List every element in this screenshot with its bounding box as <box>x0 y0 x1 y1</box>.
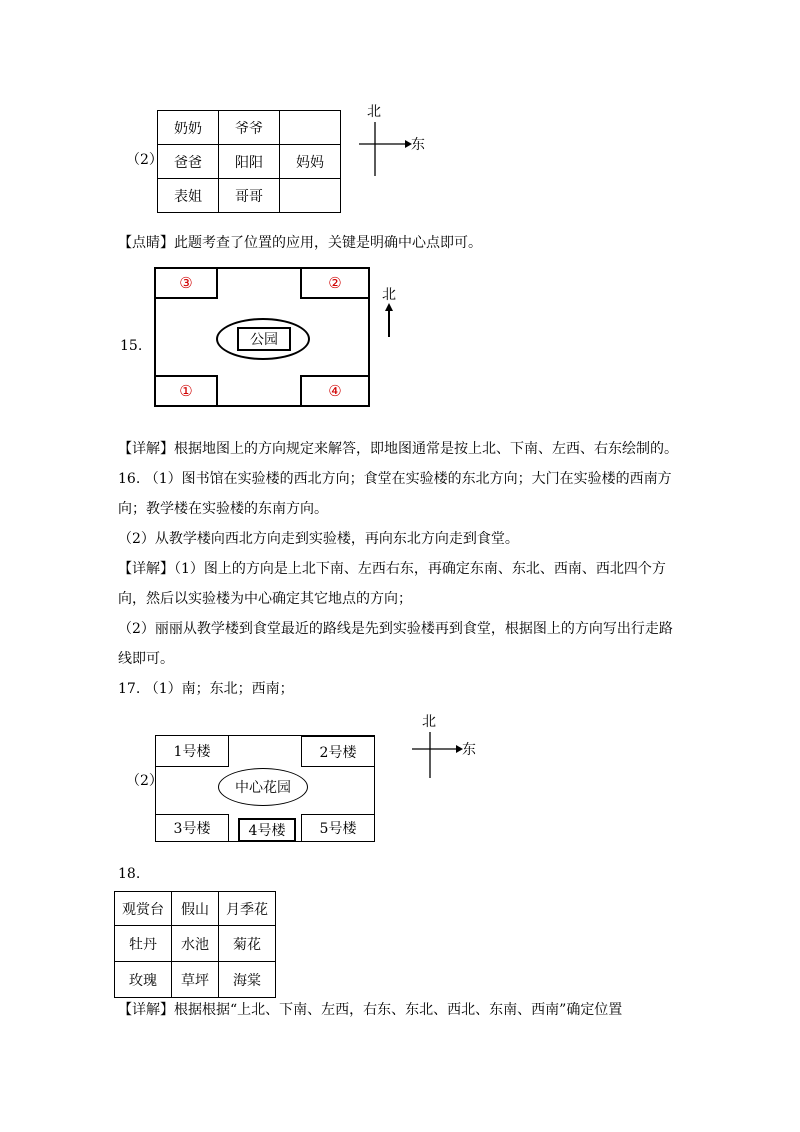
q15-detail: 【详解】根据地图上的方向规定来解答，即地图通常是按上北、下南、左西、右东绘制的。 <box>118 441 678 457</box>
q15-map <box>154 267 370 407</box>
grid-cell: 菊花 <box>219 926 276 962</box>
grid-cell: 假山 <box>172 892 219 926</box>
building-3 <box>155 814 229 842</box>
grid-cell: 爸爸 <box>158 145 219 179</box>
q18-number: 18. <box>118 866 141 882</box>
grid-cell: 观赏台 <box>115 892 172 926</box>
map-corner-bottom-right <box>300 375 370 407</box>
grid-cell: 妈妈 <box>280 145 341 179</box>
grid-cell: 月季花 <box>219 892 276 926</box>
q18-position-grid <box>114 891 276 998</box>
q14-tip: 【点睛】此题考查了位置的应用，关键是明确中心点即可。 <box>118 235 482 251</box>
grid-cell: 阳阳 <box>219 145 280 179</box>
q16-detail1: 【详解】（1）图上的方向是上北下南、左西右东，再确定东南、东北、西南、西北四个方 <box>118 561 666 577</box>
building-5 <box>301 814 375 842</box>
north-label: 北 <box>422 714 436 730</box>
grid-cell: 牡丹 <box>115 926 172 962</box>
compass <box>410 710 490 780</box>
building-4-label: 4号楼 <box>248 823 286 839</box>
north-label: 北 <box>367 104 381 120</box>
q17-line1: 17. （1）南；东北；西南； <box>118 681 294 697</box>
grid-cell: 水池 <box>172 926 219 962</box>
q15-number: 15. <box>120 338 143 354</box>
q16-line3: （2）从教学楼向西北方向走到实验楼，再向东北方向走到食堂。 <box>118 531 519 547</box>
east-label: 东 <box>411 137 425 153</box>
grid-cell: 草坪 <box>172 962 219 998</box>
park-label-box <box>237 327 291 351</box>
q17-map <box>155 735 375 842</box>
building-5-label: 5号楼 <box>319 821 357 837</box>
q16-detail3: （2）丽丽从教学楼到食堂最近的路线是先到实验楼再到食堂，根据图上的方向写出行走路 <box>118 621 673 637</box>
central-garden <box>218 768 308 806</box>
compass <box>355 100 435 180</box>
map-corner-top-left <box>154 267 218 299</box>
marker-3: ③ <box>179 274 193 292</box>
building-2 <box>301 735 375 767</box>
grid-cell: 爷爷 <box>219 111 280 145</box>
building-2-label: 2号楼 <box>319 744 357 761</box>
north-arrow <box>378 285 408 340</box>
grid-cell: 奶奶 <box>158 111 219 145</box>
central-garden-label: 中心花园 <box>235 780 291 796</box>
grid-cell: 海棠 <box>219 962 276 998</box>
q16-line2: 向；教学楼在实验楼的东南方向。 <box>118 501 328 517</box>
marker-2: ② <box>328 274 342 292</box>
grid-cell: 玫瑰 <box>115 962 172 998</box>
park-label: 公园 <box>250 332 278 348</box>
north-arrow-icon <box>378 303 408 339</box>
q16-detail4: 线即可。 <box>118 651 174 667</box>
map-corner-top-right <box>300 267 370 299</box>
q16-detail2: 向，然后以实验楼为中心确定其它地点的方向； <box>118 591 412 607</box>
grid-cell: 表姐 <box>158 179 219 213</box>
building-1-label: 1号楼 <box>173 744 211 760</box>
east-label: 东 <box>462 742 476 758</box>
q16-line1: 16. （1）图书馆在实验楼的西北方向；食堂在实验楼的东北方向；大门在实验楼的西南方 <box>118 471 672 487</box>
grid-cell <box>280 179 341 213</box>
building-4 <box>238 818 296 842</box>
q14-position-grid <box>157 110 341 213</box>
north-label: 北 <box>382 287 396 303</box>
building-1 <box>155 735 229 767</box>
grid-cell: 哥哥 <box>219 179 280 213</box>
grid-cell <box>280 111 341 145</box>
map-corner-bottom-left <box>154 375 218 407</box>
marker-1: ① <box>179 382 193 400</box>
building-3-label: 3号楼 <box>173 821 211 837</box>
q18-detail: 【详解】根据根据“上北、下南、左西，右东、东北、西北、东南、西南”确定位置 <box>118 1002 623 1018</box>
q17-part-label: （2） <box>126 773 163 789</box>
marker-4: ④ <box>328 382 342 400</box>
q14-part-label: （2） <box>126 152 163 168</box>
